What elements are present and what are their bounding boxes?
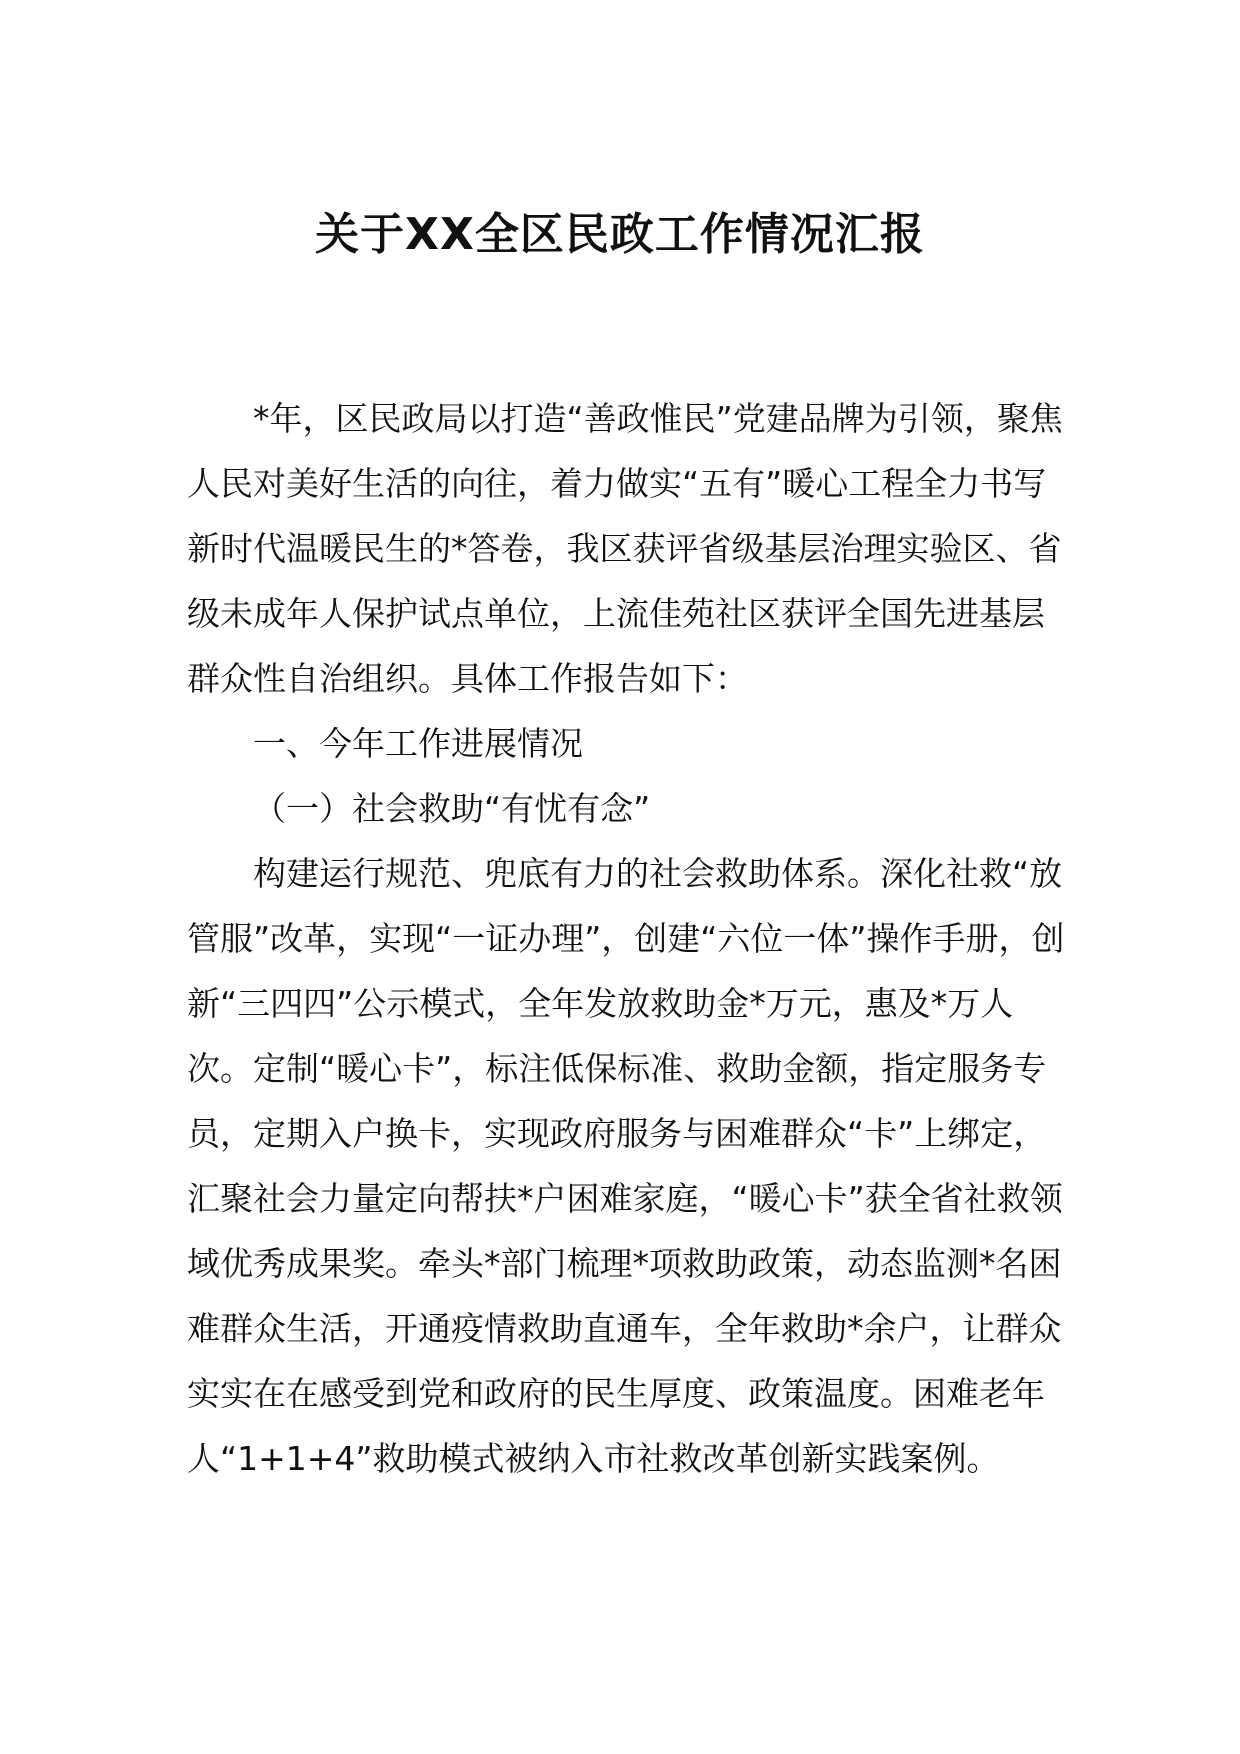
body-paragraph: 构建运行规范、兜底有力的社会救助体系。深化社救“放管服”改革，实现“一证办理”，创建“六位一体”操作手册，创新“三四四”公示模式，全年发放救助金*万元，惠及*万人次。定制“暖心卡”，标注低保标准、救助金额，指定服务专员，定期入户换卡，实现政府服务与困难群众“卡”上绑定，汇聚社会力量定向帮扶*户困难家庭，“暖心卡”获全省社救领域优秀成果奖。牵头*部门梳理*项救助政策，动态监测*名困难群众生活，开通疫情救助直通车，全年救助*余户，让群众实实在在感受到党和政府的民生厚度、政策温度。困难老年人“1+1+4”救助模式被纳入市社救改革创新实践案例。 (187, 854, 1065, 1478)
intro-paragraph: *年，区民政局以打造“善政惟民”党建品牌为引领，聚焦人民对美好生活的向往，着力做实“五有”暖心工程全力书写新时代温暖民生的*答卷，我区获评省级基层治理实验区、省级未成年人保护试点单位，上流佳苑社区获评全国先进基层群众性自治组织。具体工作报告如下： (187, 399, 1063, 698)
document-body (187, 386, 1067, 1491)
section-heading: 一、今年工作进展情况 (253, 724, 583, 763)
document-title: 关于XX全区民政工作情况汇报 (315, 209, 925, 260)
subsection-heading: （一）社会救助“有忧有念” (253, 789, 651, 828)
